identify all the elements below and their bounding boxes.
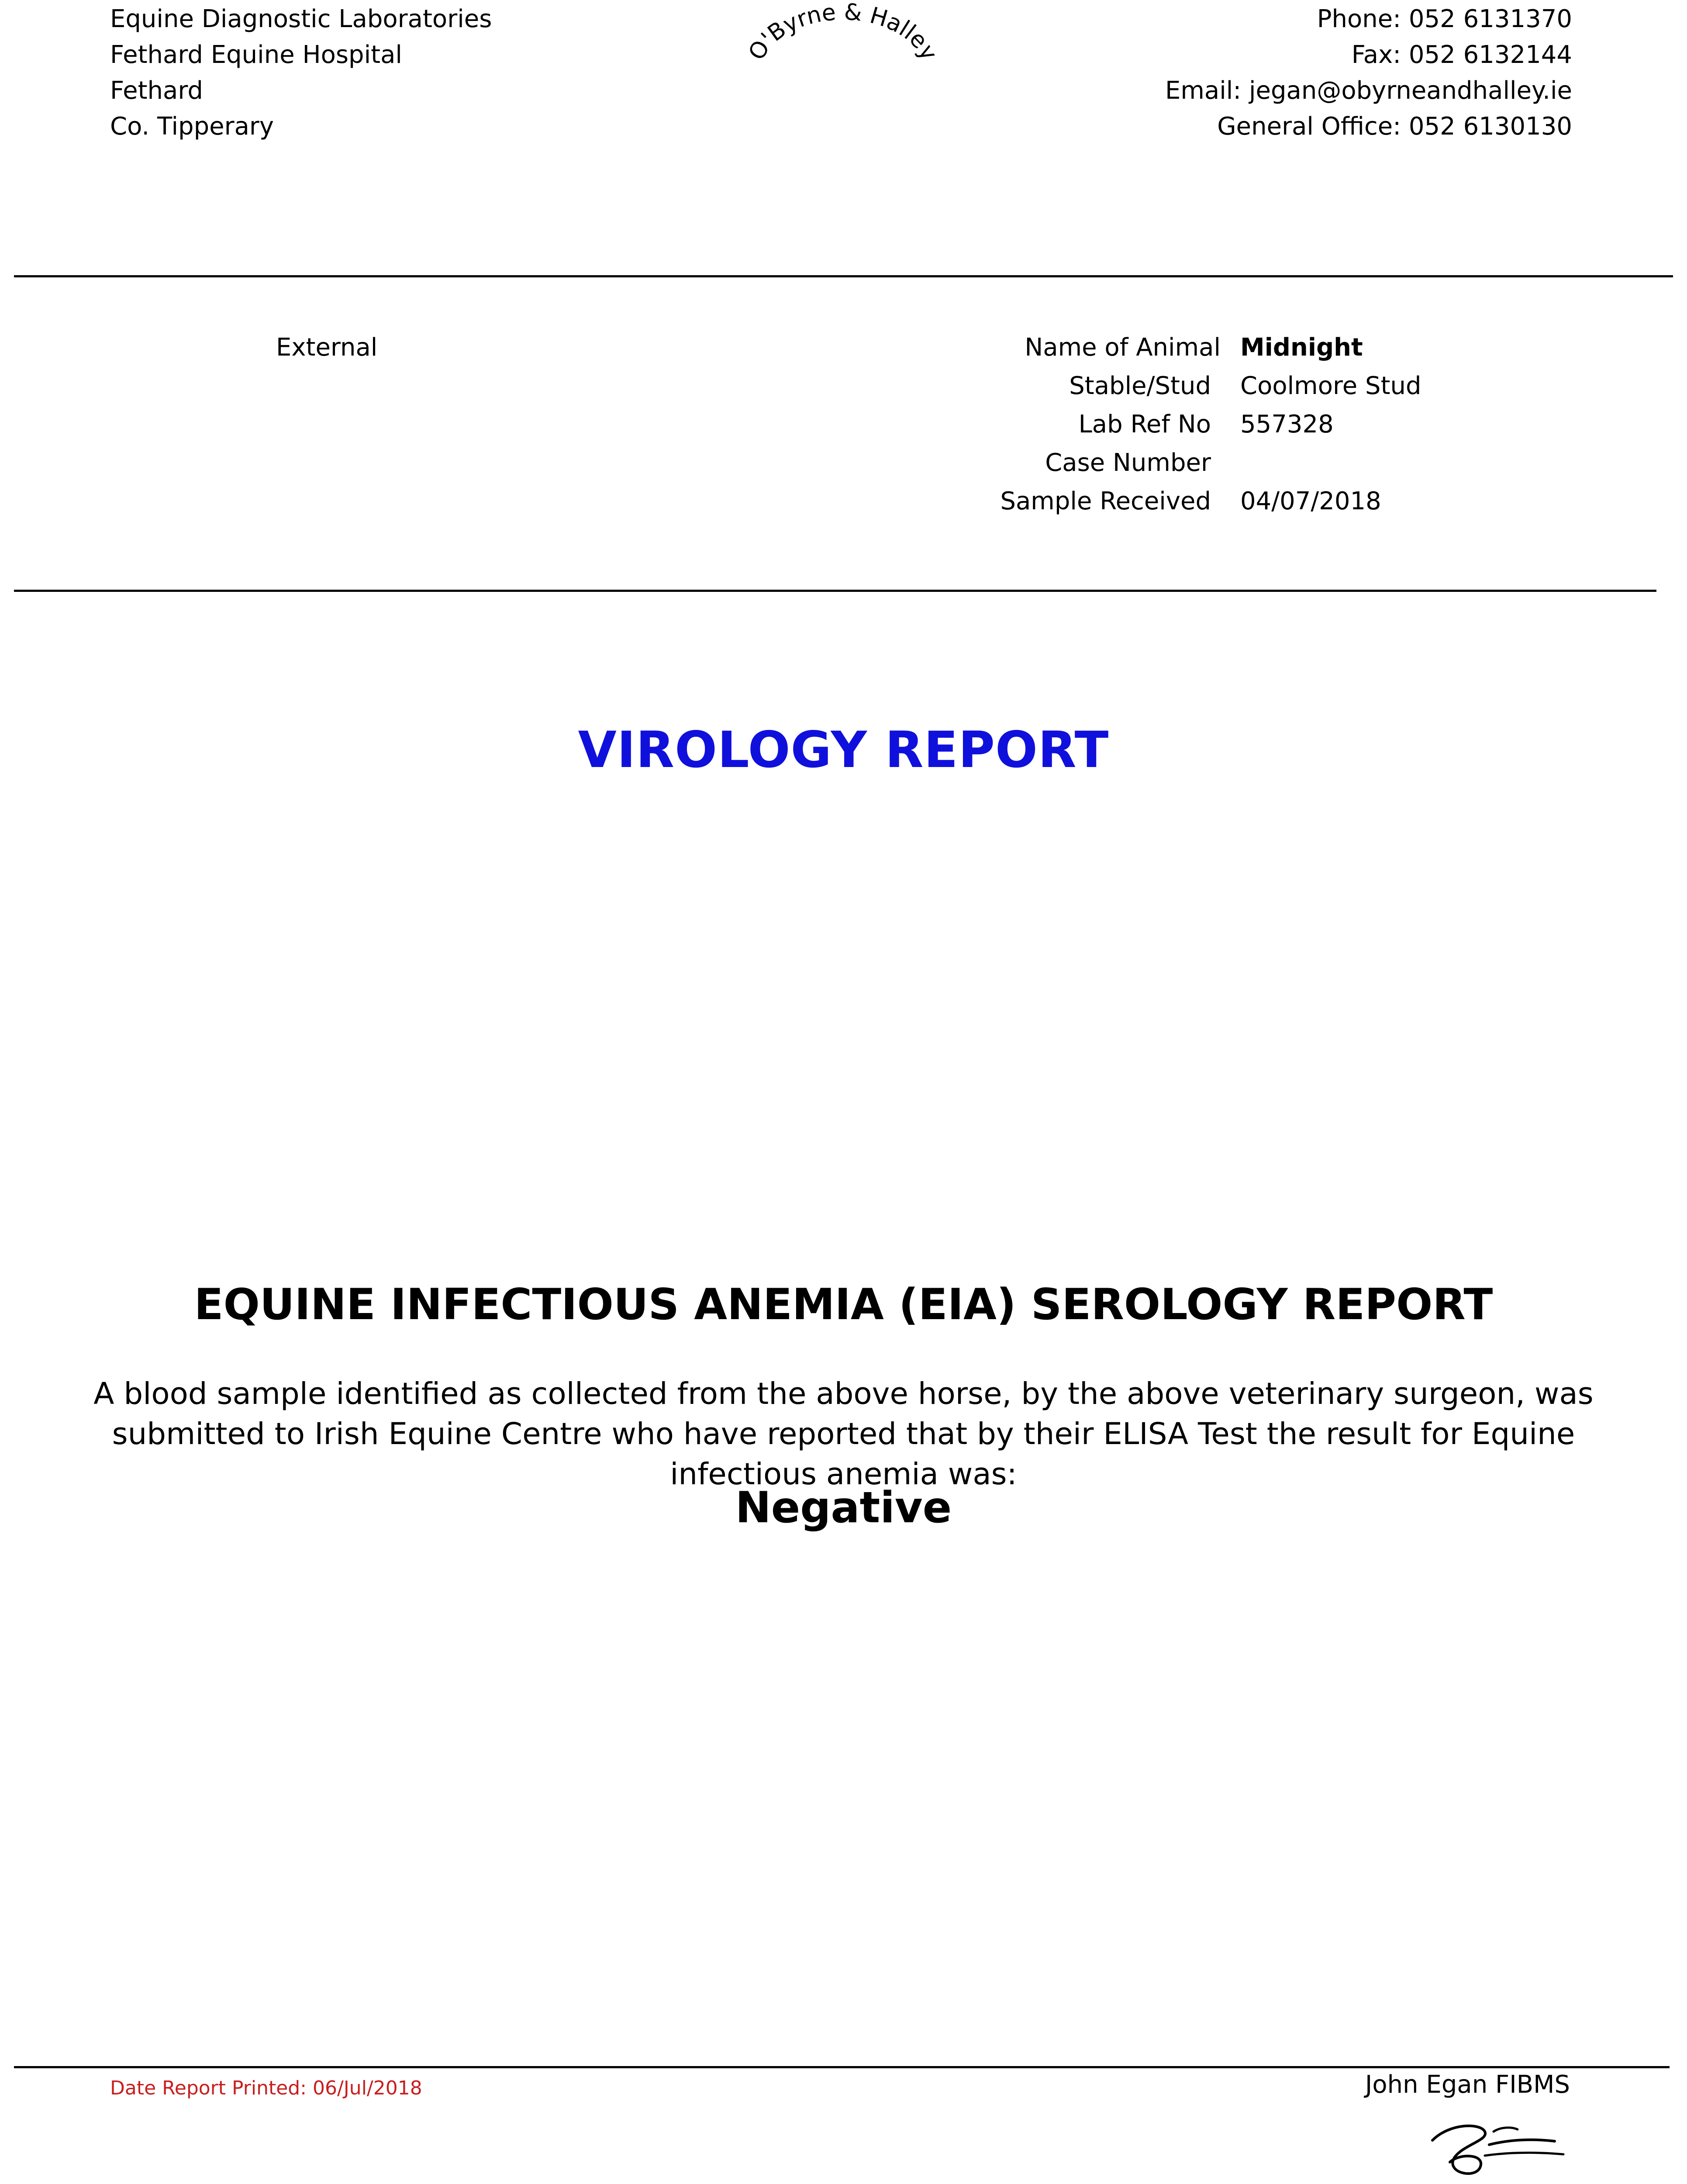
client-name: External bbox=[276, 333, 378, 362]
logo-text: O'Byrne & Halle bbox=[743, 0, 933, 65]
logo bbox=[742, 0, 939, 74]
address-line: Equine Diagnostic Laboratories bbox=[110, 5, 492, 33]
signature-scribble bbox=[1424, 2114, 1572, 2184]
test-result: Negative bbox=[735, 1483, 952, 1533]
logo-arch-text bbox=[742, 0, 939, 74]
email-line: Email: jegan@obyrneandhalley.ie bbox=[1165, 76, 1572, 105]
detail-label-stable: Stable/Stud bbox=[1069, 372, 1211, 400]
fax-line: Fax: 052 6132144 bbox=[1351, 41, 1572, 69]
signatory-name: John Egan FIBMS bbox=[1365, 2070, 1570, 2099]
header-divider bbox=[14, 275, 1673, 277]
details-divider bbox=[14, 590, 1656, 592]
signature bbox=[1424, 2114, 1572, 2184]
test-title: EQUINE INFECTIOUS ANEMIA (EIA) SEROLOGY REPORT bbox=[194, 1280, 1493, 1330]
footer-divider bbox=[14, 2066, 1670, 2068]
sample-received-date: 04/07/2018 bbox=[1240, 487, 1381, 515]
address-line: Co. Tipperary bbox=[110, 112, 274, 141]
stable-name: Coolmore Stud bbox=[1240, 372, 1421, 400]
detail-label-lab-ref: Lab Ref No bbox=[1078, 410, 1211, 439]
general-office-line: General Office: 052 6130130 bbox=[1217, 112, 1572, 141]
phone-line: Phone: 052 6131370 bbox=[1317, 5, 1572, 33]
report-title: VIROLOGY REPORT bbox=[578, 721, 1109, 779]
detail-label-animal: Name of Animal bbox=[1025, 333, 1221, 362]
detail-label-sample-received: Sample Received bbox=[1000, 487, 1211, 515]
date-printed: Date Report Printed: 06/Jul/2018 bbox=[110, 2077, 422, 2099]
svg-text:O'Byrne & Halley bbox=[744, 0, 939, 65]
animal-name: Midnight bbox=[1240, 333, 1363, 362]
lab-ref-number: 557328 bbox=[1240, 410, 1334, 439]
detail-label-case-number: Case Number bbox=[1045, 449, 1211, 477]
address-line: Fethard Equine Hospital bbox=[110, 41, 402, 69]
address-line: Fethard bbox=[110, 76, 203, 105]
report-body: A blood sample identified as collected from the above horse, by the above veterinary surgeon, was submitted to Irish Equine Centre who have reported that by their ELISA Test the result for Equine infectious anemia was: bbox=[93, 1376, 1594, 1492]
